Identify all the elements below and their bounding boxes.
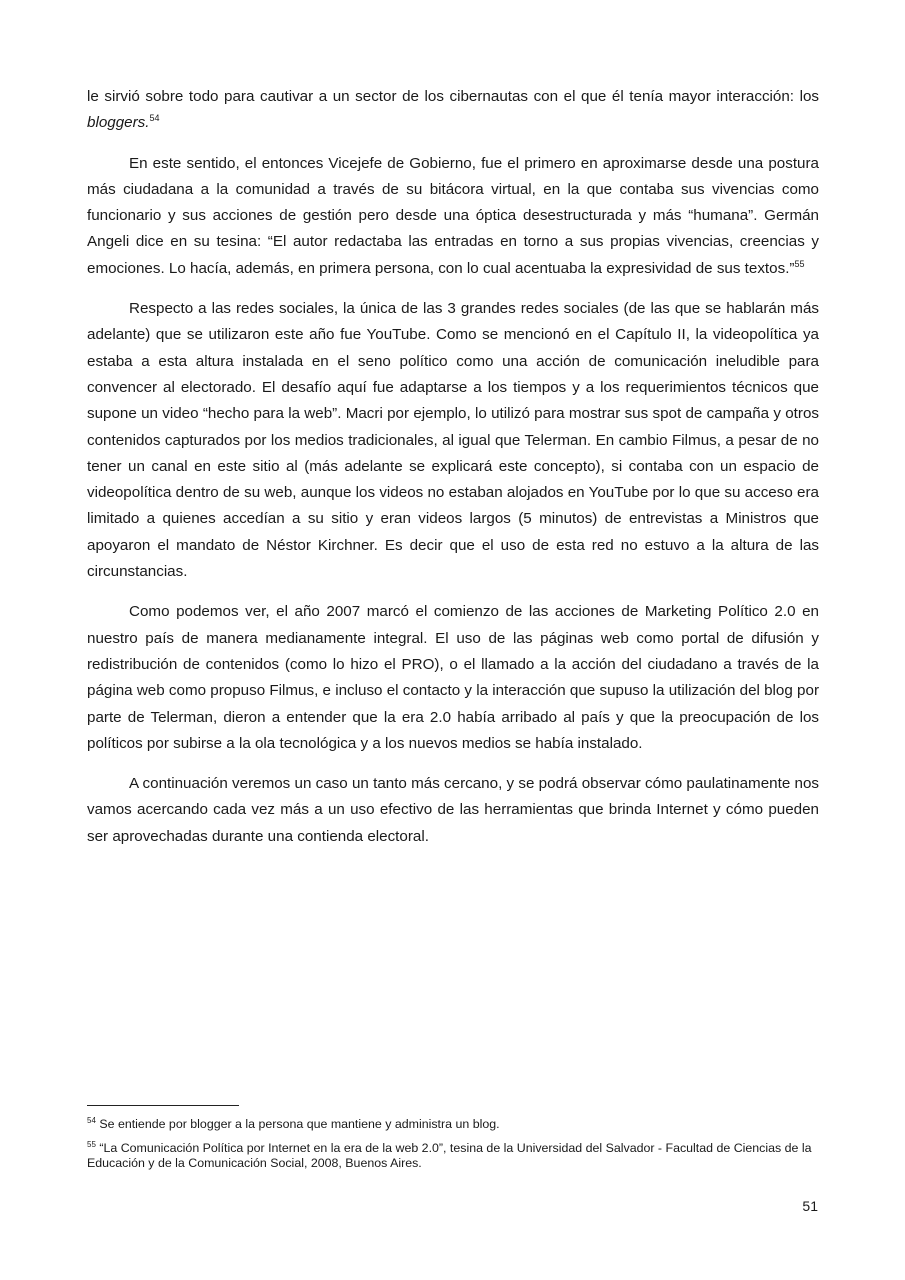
footnote-divider <box>87 1105 239 1106</box>
footnote-text: Se entiende por blogger a la persona que mantiene y administra un blog. <box>95 1117 500 1131</box>
footnote-number: 55 <box>87 1140 96 1149</box>
paragraph-4: Como podemos ver, el año 2007 marcó el comienzo de las acciones de Marketing Político 2.0 en nuestro país de manera medianamente integral. El uso de las páginas web como portal de difusión y redistribución de contenidos (como lo hizo el PRO), o el llamado a la acción del ciudadano a través de la página web como propuso Filmus, e incluso el contacto y la interacción que supuso la utilización del blog por parte de Telerman, dieron a entender que la era 2.0 había arribado al país y que la preocupación de los políticos por subirse a la ola tecnológica y a los nuevos medios se había instalado. <box>87 603 819 752</box>
page-number: 51 <box>802 1198 818 1214</box>
footnote-ref-54[interactable]: 54 <box>149 113 160 124</box>
footnote-number: 54 <box>87 1116 96 1125</box>
paragraph-2: En este sentido, el entonces Vicejefe de Gobierno, fue el primero en aproximarse desde una postura más ciudadana a la comunidad a través de su bitácora virtual, en la que contaba sus vivencias como funcionario y sus acciones de gestión pero desde una óptica desestructurada y más “humana”. Germán Angeli dice en su tesina: “El autor redactaba las entradas en torno a sus propias vivencias, creencias y emociones. Lo hacía, además, en primera persona, con lo cual acentuaba la expresividad de sus textos.”$^{55}$ <box>87 154 819 277</box>
footnote-55 <box>87 1141 822 1171</box>
paragraph-5: A continuación veremos un caso un tanto más cercano, y se podrá observar cómo paulatinamente nos vamos acercando cada vez más a un uso efectivo de las herramientas que brinda Internet y cómo pueden ser aprovechadas durante una contienda electoral. <box>87 775 819 845</box>
paragraph-3: Respecto a las redes sociales, la única de las 3 grandes redes sociales (de las que se hablarán más adelante) que se utilizaron este año fue YouTube. Como se mencionó en el Capítulo II, la videopolítica ya estaba a esta altura instalada en el seno político como una acción de comunicación ineludible para convencer al electorado. El desafío aquí fue adaptarse a los tiempos y a los requerimientos técnicos que supone un video “hecho para la web”. Macri por ejemplo, lo utilizó para mostrar sus spot de campaña y otros contenidos capturados por los medios tradicionales, al igual que Telerman. En cambio Filmus, a pesar de no tener un canal en este sitio al (más adelante se explicará este concepto), si contaba con un espacio de videopolítica dentro de su web, aunque los videos no estaban alojados en YouTube por lo que su acceso era limitado a quienes accedían a su sitio y eran videos largos (5 minutos) de entrevistas a Ministros que apoyaron el mandato de Néstor Kirchner. Es decir que el uso de esta red no estuvo a la altura de las circunstancias. <box>87 300 819 581</box>
paragraph-1: le sirvió sobre todo para cautivar a un sector de los cibernautas con el que él tenía mayor interacción: los bloggers.$^{54}$ <box>87 88 819 132</box>
body-text <box>87 84 819 864</box>
footnote-54 <box>87 1117 822 1132</box>
italic-term: bloggers. <box>87 114 150 132</box>
footnote-text: “La Comunicación Política por Internet en la era de la web 2.0”, tesina de la Universidad del Salvador - Facultad de Ciencias de la Educación y de la Comunicación Social, 2008, Buenos Aires. <box>87 1141 812 1170</box>
footnotes <box>87 1117 822 1180</box>
footnote-ref-55[interactable]: 55 <box>794 258 805 269</box>
